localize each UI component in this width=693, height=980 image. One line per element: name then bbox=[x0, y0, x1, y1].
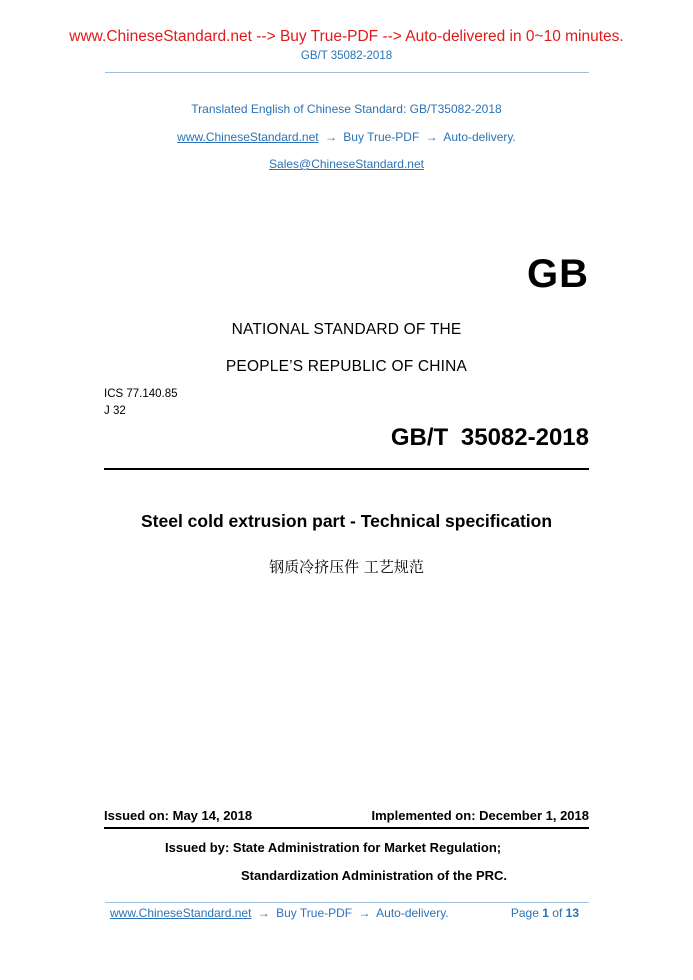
issued-by-line1: Issued by: State Administration for Market Regulation; bbox=[165, 840, 502, 855]
page-current: 1 bbox=[542, 906, 549, 920]
page-of-label: of bbox=[552, 906, 563, 920]
footer-divider bbox=[105, 902, 589, 903]
footer-site-link[interactable]: www.ChineseStandard.net bbox=[110, 906, 252, 920]
page-total: 13 bbox=[565, 906, 579, 920]
title-divider bbox=[104, 468, 589, 470]
email-link[interactable]: Sales@ChineseStandard.net bbox=[269, 157, 424, 171]
issued-on-date: Issued on: May 14, 2018 bbox=[104, 808, 253, 823]
arrow-right-icon: → bbox=[257, 906, 270, 920]
title-chinese: 钢质冷挤压件 工艺规范 bbox=[269, 558, 424, 576]
arrow-right-icon: → bbox=[425, 130, 438, 144]
footer-auto-delivery-text: Auto-delivery. bbox=[376, 906, 449, 920]
site-link[interactable]: www.ChineseStandard.net bbox=[177, 130, 319, 144]
footer-buy-true-pdf-link[interactable]: Buy True-PDF bbox=[276, 906, 353, 920]
auto-delivery-text: Auto-delivery. bbox=[443, 130, 516, 144]
translated-notice: Translated English of Chinese Standard: GB/T35082-2018 bbox=[191, 102, 502, 116]
dates-divider bbox=[104, 827, 589, 829]
national-standard-line2: PEOPLE’S REPUBLIC OF CHINA bbox=[225, 358, 468, 375]
top-banner[interactable]: www.ChineseStandard.net --> Buy True-PDF --> Auto-delivered in 0~10 minutes. bbox=[69, 28, 624, 45]
footer-purchase-line bbox=[110, 906, 449, 920]
purchase-line bbox=[0, 130, 693, 144]
arrow-right-icon: → bbox=[324, 130, 337, 144]
header-doc-code: GB/T 35082-2018 bbox=[300, 50, 393, 62]
buy-true-pdf-link[interactable]: Buy True-PDF bbox=[343, 130, 420, 144]
ics-code: ICS 77.140.85 bbox=[104, 388, 178, 400]
standard-number: GB/T 35082-2018 bbox=[390, 424, 589, 451]
arrow-right-icon: → bbox=[358, 906, 371, 920]
page-label: Page bbox=[510, 906, 539, 920]
national-standard-line1: NATIONAL STANDARD OF THE bbox=[231, 321, 462, 338]
implemented-on-date: Implemented on: December 1, 2018 bbox=[371, 808, 589, 823]
page-indicator bbox=[511, 906, 579, 920]
title-english: Steel cold extrusion part - Technical specification bbox=[140, 511, 553, 531]
ccs-code: J 32 bbox=[104, 405, 126, 417]
gb-mark: GB bbox=[527, 252, 589, 296]
issued-by-line2: Standardization Administration of the PRC. bbox=[241, 868, 508, 883]
email-line bbox=[0, 157, 693, 171]
header-divider bbox=[105, 72, 589, 73]
